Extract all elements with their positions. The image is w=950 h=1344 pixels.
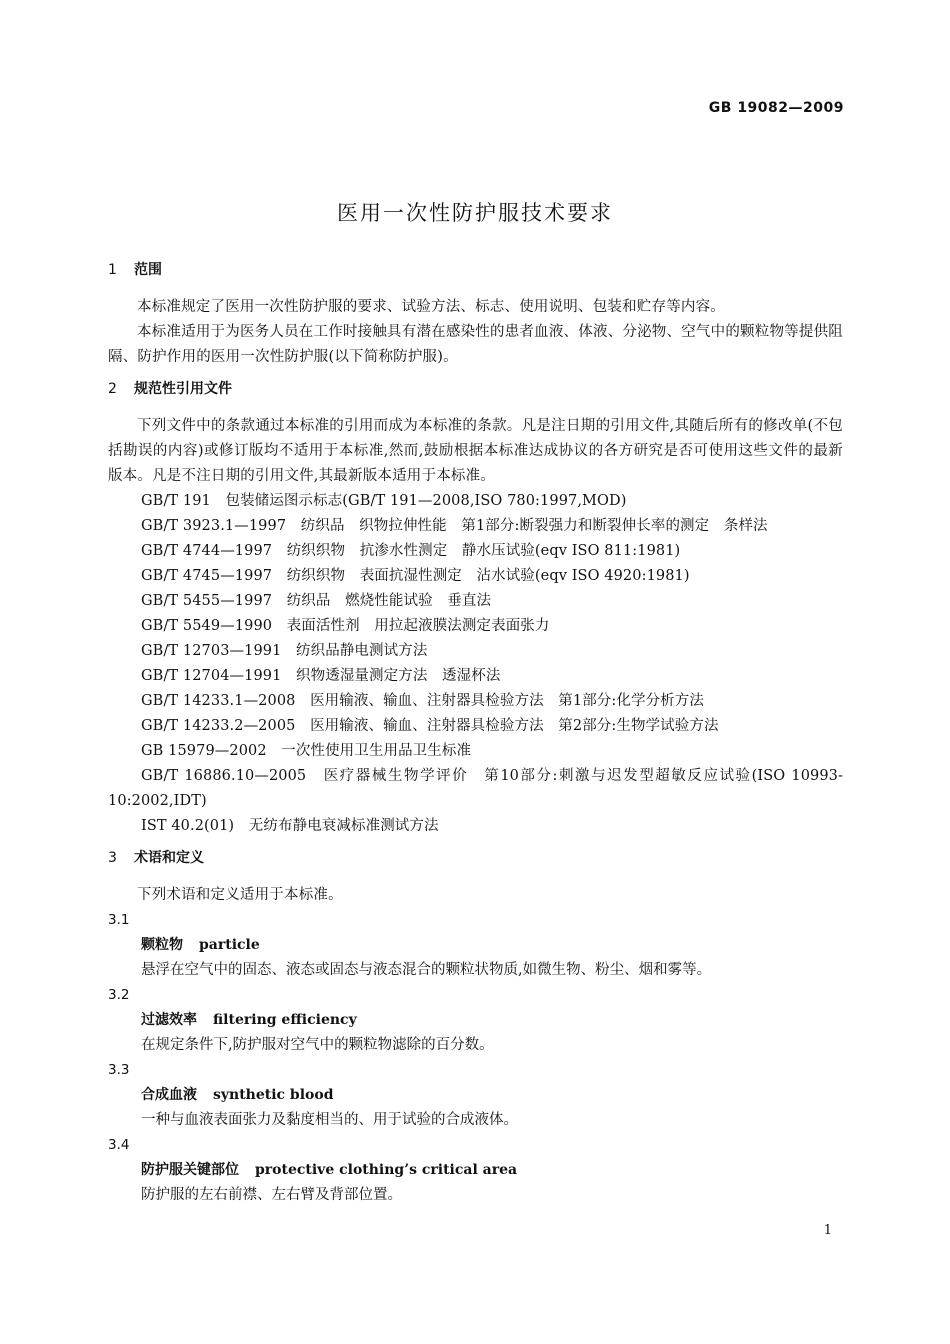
term-number: 3.4 bbox=[108, 1137, 130, 1153]
reference-item: GB/T 4745—1997 纺织织物 表面抗湿性测定 沾水试验(eqv ISO 4920:1981) bbox=[141, 568, 690, 584]
term-name bbox=[108, 1158, 843, 1183]
section-number: 3 bbox=[108, 850, 117, 866]
section-title: 范围 bbox=[134, 262, 162, 278]
term-definition: 防护服的左右前襟、左右臂及背部位置。 bbox=[141, 1187, 402, 1203]
term-name-en: filtering efficiency bbox=[213, 1012, 357, 1028]
reference-item: IST 40.2(01) 无纺布静电衰减标准测试方法 bbox=[141, 818, 439, 834]
term-definition: 一种与血液表面张力及黏度相当的、用于试验的合成液体。 bbox=[141, 1112, 518, 1128]
section-title: 规范性引用文件 bbox=[134, 381, 232, 397]
term-number: 3.3 bbox=[108, 1062, 130, 1078]
section-number: 1 bbox=[108, 262, 117, 278]
section-heading-terms bbox=[108, 846, 843, 871]
document-title: 医用一次性防护服技术要求 bbox=[337, 201, 613, 226]
term-definition: 在规定条件下,防护服对空气中的颗粒物滤除的百分数。 bbox=[141, 1037, 494, 1053]
scope-paragraph-1: 本标准规定了医用一次性防护服的要求、试验方法、标志、使用说明、包装和贮存等内容。 bbox=[137, 299, 725, 315]
reference-item: GB/T 4744—1997 纺织织物 抗渗水性测定 静水压试验(eqv ISO 811:1981) bbox=[141, 543, 681, 559]
term-definition: 悬浮在空气中的固态、液态或固态与液态混合的颗粒状物质,如微生物、粉尘、烟和雾等。 bbox=[141, 962, 712, 978]
reference-item: GB/T 12704—1991 织物透湿量测定方法 透湿杯法 bbox=[141, 668, 501, 684]
page-number: 1 bbox=[823, 1223, 832, 1238]
section-heading-scope bbox=[108, 258, 843, 283]
term-number: 3.1 bbox=[108, 912, 130, 928]
reference-item: GB/T 14233.2—2005 医用输液、输血、注射器具检验方法 第2部分:生物学试验方法 bbox=[141, 718, 719, 734]
term-name-en: particle bbox=[199, 937, 260, 953]
term-name-zh: 合成血液 bbox=[141, 1087, 197, 1103]
term-name-zh: 过滤效率 bbox=[141, 1012, 197, 1028]
term-name-zh: 防护服关键部位 bbox=[141, 1162, 239, 1178]
reference-item: GB/T 5455—1997 纺织品 燃烧性能试验 垂直法 bbox=[141, 593, 492, 609]
section-number: 2 bbox=[108, 381, 117, 397]
section-heading-normative bbox=[108, 377, 843, 402]
reference-item: GB/T 12703—1991 纺织品静电测试方法 bbox=[141, 643, 428, 659]
reference-item-long: GB/T 16886.10—2005 医疗器械生物学评价 第10部分:刺激与迟发型超敏反应试验(ISO 10993-10:2002,IDT) bbox=[108, 768, 843, 809]
reference-item: GB/T 191 包装储运图示标志(GB/T 191—2008,ISO 780:1997,MOD) bbox=[141, 493, 627, 509]
term-name bbox=[108, 1083, 843, 1108]
section-title: 术语和定义 bbox=[134, 850, 204, 866]
document-body bbox=[108, 258, 843, 1208]
reference-item: GB/T 14233.1—2008 医用输液、输血、注射器具检验方法 第1部分:化学分析方法 bbox=[141, 693, 704, 709]
term-name bbox=[108, 933, 843, 958]
term-name-en: synthetic blood bbox=[213, 1087, 334, 1103]
term-name-zh: 颗粒物 bbox=[141, 937, 183, 953]
term-name bbox=[108, 1008, 843, 1033]
reference-item: GB 15979—2002 一次性使用卫生用品卫生标准 bbox=[141, 743, 472, 759]
normative-intro: 下列文件中的条款通过本标准的引用而成为本标准的条款。凡是注日期的引用文件,其随后所有的修改单(不包括勘误的内容)或修订版均不适用于本标准,然而,鼓励根据本标准达成协议的各方研究是否可使用这些文件的最新版本。凡是不注日期的引用文件,其最新版本适用于本标准。 bbox=[108, 418, 843, 484]
scope-paragraph-2: 本标准适用于为医务人员在工作时接触具有潜在感染性的患者血液、体液、分泌物、空气中的颗粒物等提供阻隔、防护作用的医用一次性防护服(以下简称防护服)。 bbox=[108, 324, 843, 365]
terms-intro: 下列术语和定义适用于本标准。 bbox=[137, 887, 343, 903]
term-number: 3.2 bbox=[108, 987, 130, 1003]
term-name-en: protective clothing’s critical area bbox=[255, 1162, 518, 1178]
standard-number: GB 19082—2009 bbox=[708, 100, 844, 116]
reference-item: GB/T 5549—1990 表面活性剂 用拉起液膜法测定表面张力 bbox=[141, 618, 550, 634]
reference-item: GB/T 3923.1—1997 纺织品 织物拉伸性能 第1部分:断裂强力和断裂伸长率的测定 条样法 bbox=[141, 518, 768, 534]
